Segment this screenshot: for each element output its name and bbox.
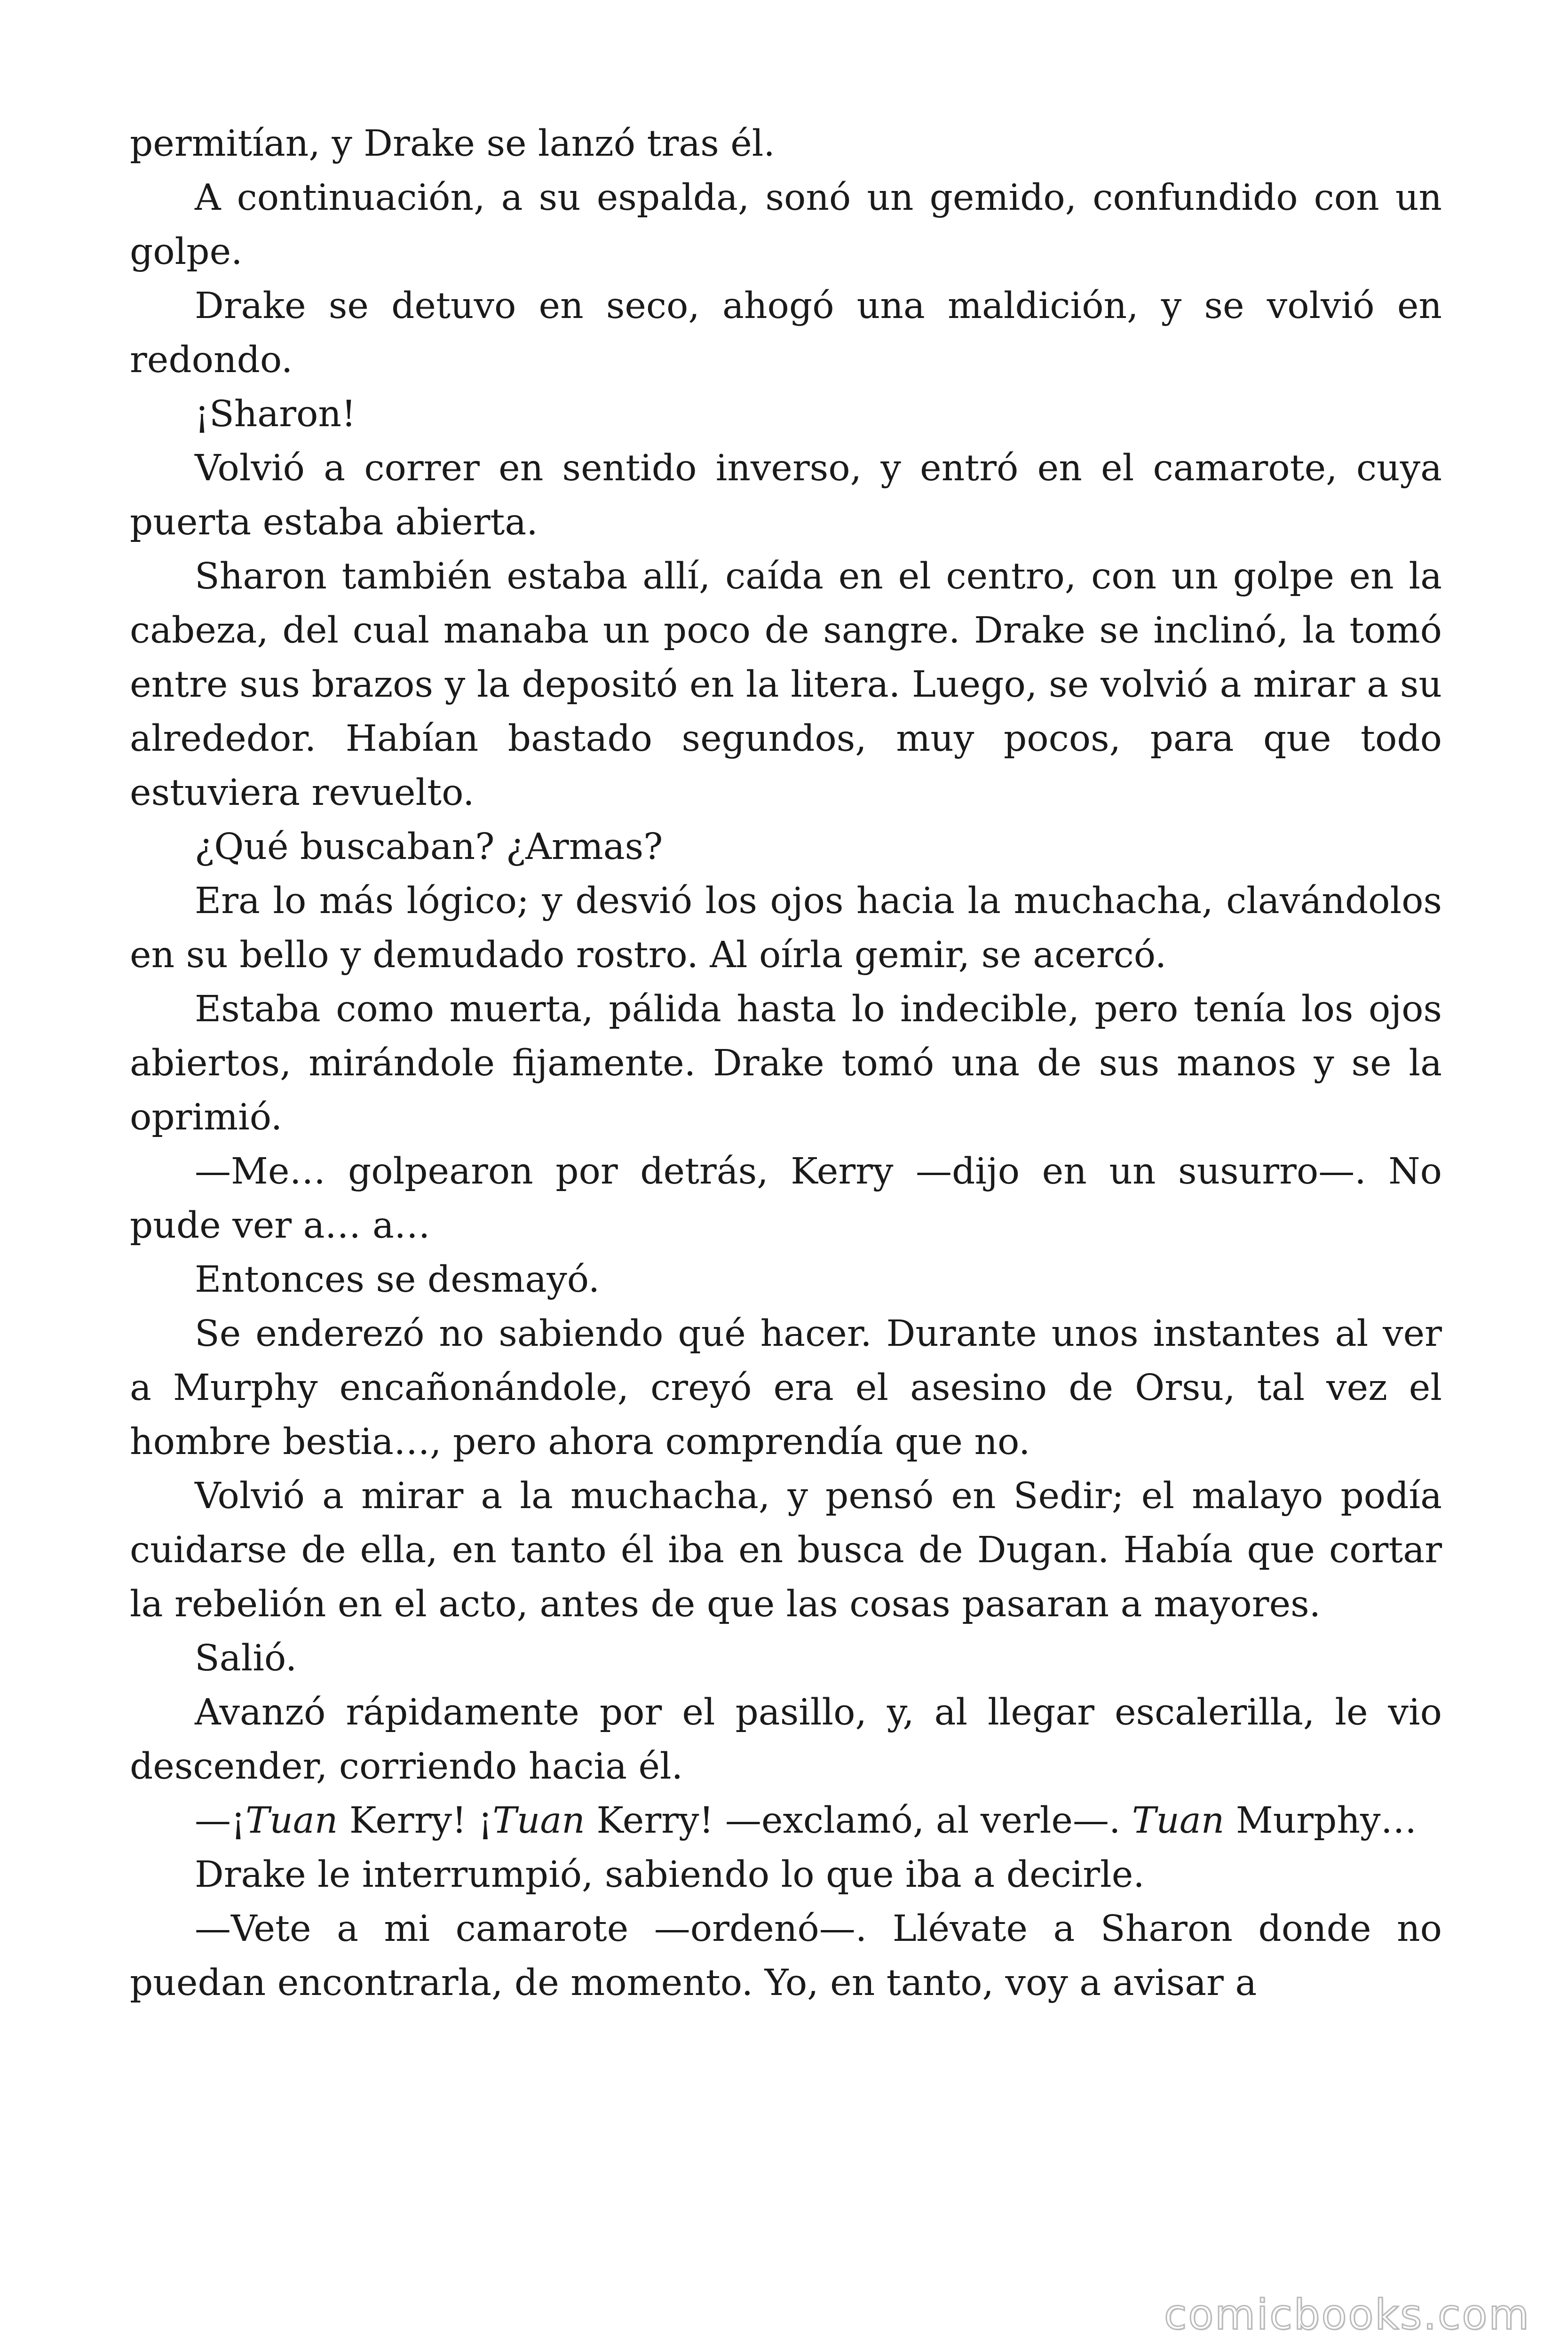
paragraph: Sharon también estaba allí, caída en el centro, con un golpe en la cabeza, del cual manaba un poco de sangre. Drake se inclinó, la tomó entre sus brazos y la depositó en la litera. Luego, se volvió a mirar a su alrededor. Habían bastado segundos, muy pocos, para que todo estuviera revuelto.: [130, 556, 1442, 814]
italic-word: Tuan: [245, 1800, 338, 1842]
paragraph: ¡Sharon!: [195, 393, 356, 435]
text-run: Kerry! —exclamó, al verle—.: [585, 1800, 1132, 1842]
paragraph: Avanzó rápidamente por el pasillo, y, al llegar escalerilla, le vio descender, corriendo hacia él.: [130, 1692, 1442, 1788]
paragraph: —Me… golpearon por detrás, Kerry —dijo en un susurro—. No pude ver a… a…: [130, 1151, 1442, 1247]
text-run: Murphy…: [1224, 1800, 1417, 1842]
paragraph: Drake se detuvo en seco, ahogó una maldición, y se volvió en redondo.: [130, 285, 1442, 381]
book-page-text: [130, 117, 1442, 2010]
paragraph: A continuación, a su espalda, sonó un gemido, confundido con un golpe.: [130, 177, 1442, 273]
paragraph: Volvió a correr en sentido inverso, y entró en el camarote, cuya puerta estaba abierta.: [130, 447, 1442, 543]
paragraph: Volvió a mirar a la muchacha, y pensó en Sedir; el malayo podía cuidarse de ella, en tanto él iba en busca de Dugan. Había que cortar la rebelión en el acto, antes de que las cosas pasaran a mayores.: [130, 1475, 1442, 1625]
paragraph: Se enderezó no sabiendo qué hacer. Durante unos instantes al ver a Murphy encañonándole, creyó era el asesino de Orsu, tal vez el hombre bestia…, pero ahora comprendía que no.: [130, 1313, 1442, 1463]
paragraph-tuan-dialogue: [130, 1794, 1442, 1848]
paragraph: ¿Qué buscaban? ¿Armas?: [195, 826, 663, 868]
paragraph: —Vete a mi camarote —ordenó—. Llévate a Sharon donde no puedan encontrarla, de momento. Yo, en tanto, voy a avisar a: [130, 1908, 1442, 2004]
paragraph: Drake le interrumpió, sabiendo lo que iba a decirle.: [195, 1854, 1145, 1896]
text-run: Kerry! ¡: [338, 1800, 493, 1842]
italic-word: Tuan: [492, 1800, 585, 1842]
italic-word: Tuan: [1132, 1800, 1225, 1842]
paragraph: Entonces se desmayó.: [195, 1259, 600, 1301]
paragraph: Era lo más lógico; y desvió los ojos hacia la muchacha, clavándolos en su bello y demudado rostro. Al oírla gemir, se acercó.: [130, 880, 1442, 976]
paragraph: Estaba como muerta, pálida hasta lo indecible, pero tenía los ojos abiertos, mirándole fijamente. Drake tomó una de sus manos y se la oprimió.: [130, 988, 1442, 1138]
paragraph: Salió.: [195, 1637, 297, 1679]
text-run: —¡: [195, 1800, 245, 1842]
paragraph: permitían, y Drake se lanzó tras él.: [130, 123, 775, 165]
watermark: comicbooks.com: [1164, 2290, 1530, 2339]
